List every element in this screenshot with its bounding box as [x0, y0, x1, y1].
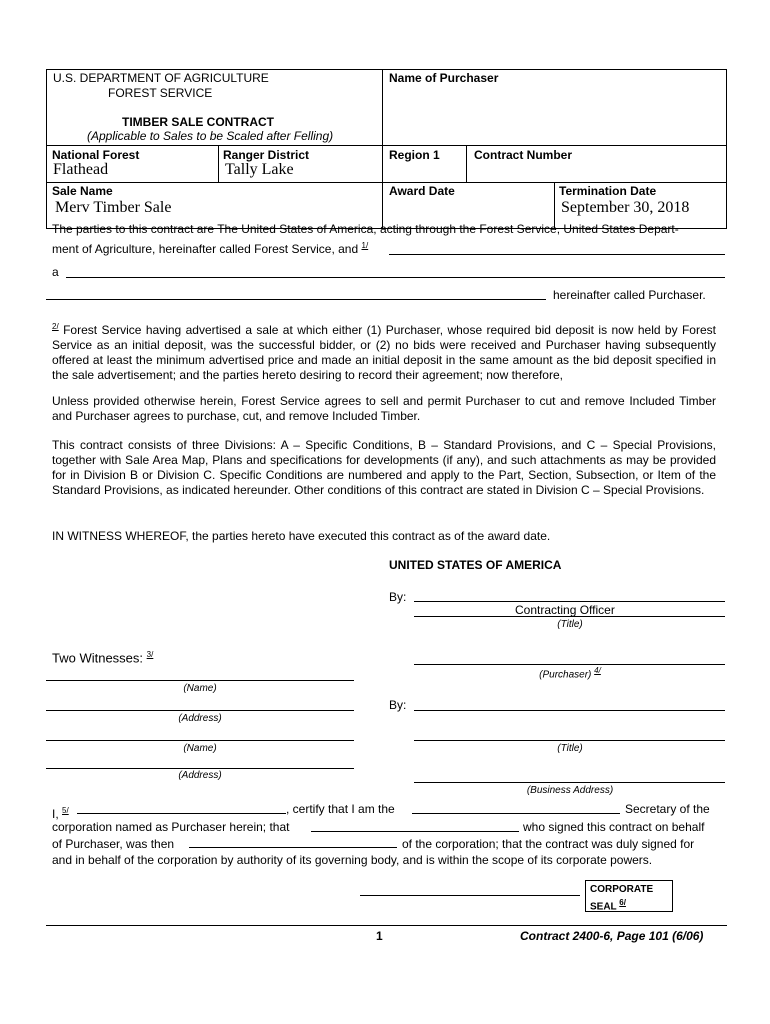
footnote-2: 2/ — [52, 322, 59, 331]
seal-label: SEAL — [590, 901, 617, 913]
header-left-border — [46, 69, 47, 229]
department-line-2: FOREST SERVICE — [108, 86, 213, 100]
paragraph-agreement: Unless provided otherwise herein, Forest Service agrees to sell and permit Purchaser to cut and remove Included Timber and Purchaser agrees to purchase, cut, and remove Included Timber. — [52, 394, 716, 423]
witness-2-name-line[interactable] — [46, 740, 354, 741]
footnote-6: 6/ — [619, 898, 626, 907]
certifier-title-line[interactable] — [412, 813, 620, 814]
ranger-district-label: Ranger District — [223, 148, 310, 162]
award-date-label: Award Date — [389, 184, 455, 198]
page-number: 1 — [376, 929, 383, 943]
contract-reference: Contract 2400-6, Page 101 (6/06) — [520, 929, 704, 943]
paragraph-bid-text: Forest Service having advertised a sale at which either (1) Purchaser, whose required bid deposit is now held by Forest Service as an initial deposit, was the successful bidder, or (2) no bids were received and Purchaser having subsequently offered at least the minimum advertised price and made an initial deposit in the same amount as the bid deposit specified in the sale advertisement; and the parties hereto desiring to record their agreement; now therefore, — [52, 323, 716, 382]
sale-name-label: Sale Name — [52, 184, 113, 198]
paragraph-divisions: This contract consists of three Divisions: A – Specific Conditions, B – Standard Provisions, and C – Special Provisions, together with Sale Area Map, Plans and specifications for developments (if any), and such attachments as may be provided for in Division B or Division C. Specific Conditions are numbered and apply to the Part, Section, Subsection, or Item of the Standard Provisions, as indicated hereunder. Other conditions of this contract are stated in Division C – Special Provisions. — [52, 438, 716, 497]
two-witnesses-text: Two Witnesses: — [52, 650, 144, 666]
cert-secretary-text: Secretary of the — [625, 802, 710, 816]
purchaser-line[interactable] — [414, 664, 725, 665]
cert-line-4: and in behalf of the corporation by authority of its governing body, and is within the scope of its corporate powers. — [52, 853, 653, 867]
name-of-purchaser-label: Name of Purchaser — [389, 71, 499, 85]
usa-label: UNITED STATES OF AMERICA — [389, 558, 562, 572]
hereinafter-purchaser: hereinafter called Purchaser. — [553, 288, 706, 302]
signer-name-line[interactable] — [311, 831, 519, 832]
cert-certify-text: , certify that I am the — [286, 802, 395, 816]
ranger-district-value: Tally Lake — [225, 161, 294, 178]
title-label-2: (Title) — [557, 743, 583, 754]
footer-rule — [46, 925, 727, 926]
header-top-border — [46, 69, 727, 70]
cert-line-2b: who signed this contract on behalf — [523, 820, 705, 834]
purchaser-title-line[interactable] — [414, 740, 725, 741]
sale-name-value: Merv Timber Sale — [55, 199, 172, 216]
contract-title: TIMBER SALE CONTRACT — [122, 115, 274, 129]
title-label-1: (Title) — [557, 619, 583, 630]
header-right-border — [726, 69, 727, 229]
witness-1-address-line[interactable] — [46, 710, 354, 711]
footnote-5: 5/ — [62, 806, 69, 815]
footnote-4: 4/ — [594, 666, 601, 675]
paragraph-bid — [52, 319, 716, 383]
by-label-1: By: — [389, 590, 407, 604]
business-address-label: (Business Address) — [526, 785, 614, 796]
by-label-2: By: — [389, 698, 407, 712]
a-label: a — [52, 265, 59, 279]
department-line-1: U.S. DEPARTMENT OF AGRICULTURE — [53, 71, 269, 85]
parties-line-2 — [52, 241, 368, 256]
header-row-divider-2 — [46, 182, 727, 183]
header-mid-divider — [382, 69, 383, 229]
purchaser-signature-line[interactable] — [414, 710, 725, 711]
footnote-3: 3/ — [146, 650, 154, 659]
signer-title-line[interactable] — [189, 847, 397, 848]
witness-1-address-label: (Address) — [178, 713, 222, 724]
region-label: Region 1 — [389, 148, 440, 162]
corporate-seal-box — [585, 880, 673, 912]
witness-1-name-line[interactable] — [46, 680, 354, 681]
witness-statement: IN WITNESS WHEREOF, the parties hereto have executed this contract as of the award date. — [52, 529, 551, 543]
header-row-divider-1 — [46, 145, 727, 146]
seal-label-row — [590, 896, 668, 913]
cert-line-2a: corporation named as Purchaser herein; that — [52, 820, 290, 834]
purchaser-name-line-2[interactable] — [66, 277, 725, 278]
cert-i-label: I, — [52, 807, 59, 821]
corporate-label: CORPORATE — [590, 884, 654, 895]
purchaser-label-text: (Purchaser) — [539, 669, 592, 681]
witness-1-name-label: (Name) — [183, 683, 217, 694]
termination-date-label: Termination Date — [559, 184, 657, 198]
contract-subtitle: (Applicable to Sales to be Scaled after Felling) — [87, 129, 334, 143]
parties-line-1: The parties to this contract are The United States of America, acting through the Forest Service, United States Depart- — [52, 222, 679, 236]
contract-number-label: Contract Number — [474, 148, 573, 162]
termination-date-value: September 30, 2018 — [561, 199, 690, 216]
business-address-line[interactable] — [414, 782, 725, 783]
witness-2-address-line[interactable] — [46, 768, 354, 769]
purchaser-name-line-1[interactable] — [389, 254, 725, 255]
contracting-officer-label: Contracting Officer — [515, 603, 615, 617]
header-forest-divider — [218, 145, 219, 182]
witness-2-address-label: (Address) — [178, 770, 222, 781]
witness-2-name-label: (Name) — [183, 743, 217, 754]
cert-line-3a: of Purchaser, was then — [52, 837, 175, 851]
cert-line-3b: of the corporation; that the contract was duly signed for — [402, 837, 695, 851]
footnote-1: 1/ — [361, 241, 369, 250]
national-forest-label: National Forest — [52, 148, 140, 162]
purchaser-name-line-3[interactable] — [46, 299, 546, 300]
contracting-officer-title-line — [414, 616, 725, 617]
contracting-officer-signature-line[interactable] — [414, 601, 725, 602]
parties-line-2-text: ment of Agriculture, hereinafter called Forest Service, and — [52, 242, 359, 256]
certifier-name-line[interactable] — [77, 813, 286, 814]
national-forest-value: Flathead — [53, 161, 109, 178]
purchaser-label — [520, 666, 620, 680]
header-region-divider — [466, 145, 467, 182]
secretary-signature-line[interactable] — [360, 895, 580, 896]
two-witnesses-label — [52, 650, 153, 665]
